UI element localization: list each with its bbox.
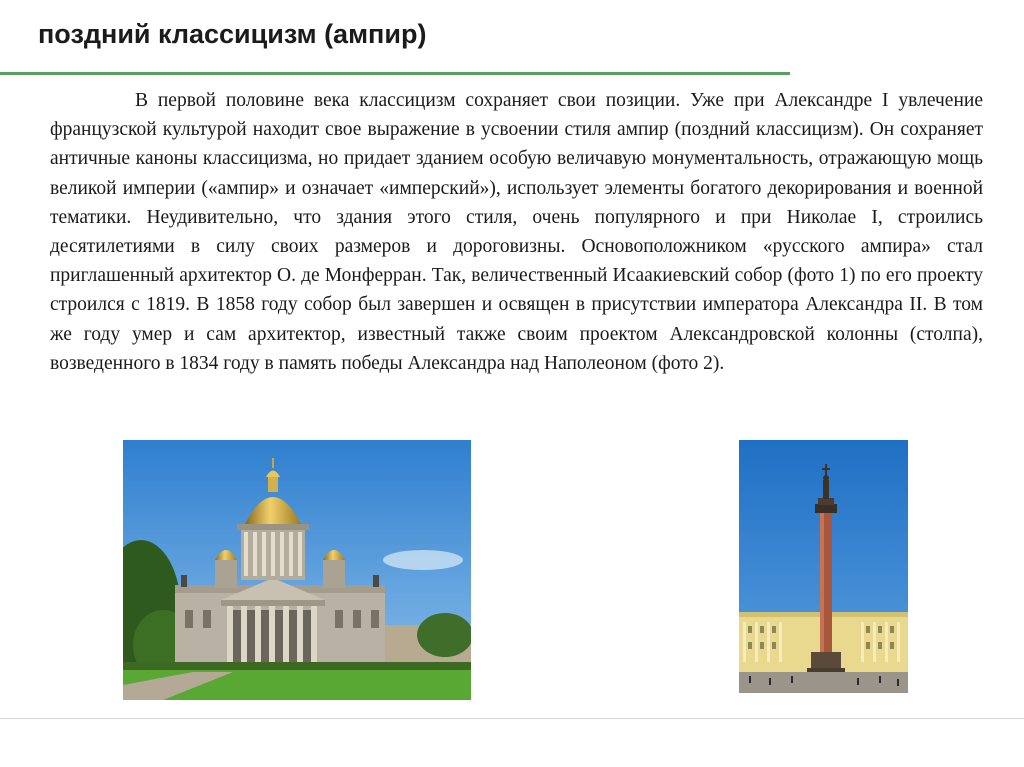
- body-paragraph: В первой половине века классицизм сохраняет свои позиции. Уже при Александре I увлечение французской культурой находит свое выражение в усвоении стиля ампир (поздний классицизм). Он сохраняет античные каноны классицизма, но придает зданием особую величавую монументальность, отражающую мощь великой империи («ампир» и означает «имперский»), использует элементы богатого декорирования и военной тематики. Неудивительно, что здания этого стиля, очень популярного и при Николае I, строились десятилетиями в силу своих размеров и дороговизны. Основоположником «русского ампира» стал приглашенный архитектор О. де Монферран. Так, величественный Исаакиевский собор (фото 1) по его проекту строился с 1819. В 1858 году собор был завершен и освящен в присутствии императора Александра II. В том же году умер и сам архитектор, известный также своим проектом Александровской колонны (столпа), возведенного в 1834 году в память победы Александра над Наполеоном (фото 2).: [50, 90, 983, 374]
- isaac-cathedral-photo: [123, 440, 471, 700]
- alexander-column-photo: [739, 440, 908, 693]
- slide-title: поздний классицизм (ампир): [38, 19, 427, 49]
- footer-divider: [0, 718, 1024, 719]
- title-underline: [0, 72, 790, 75]
